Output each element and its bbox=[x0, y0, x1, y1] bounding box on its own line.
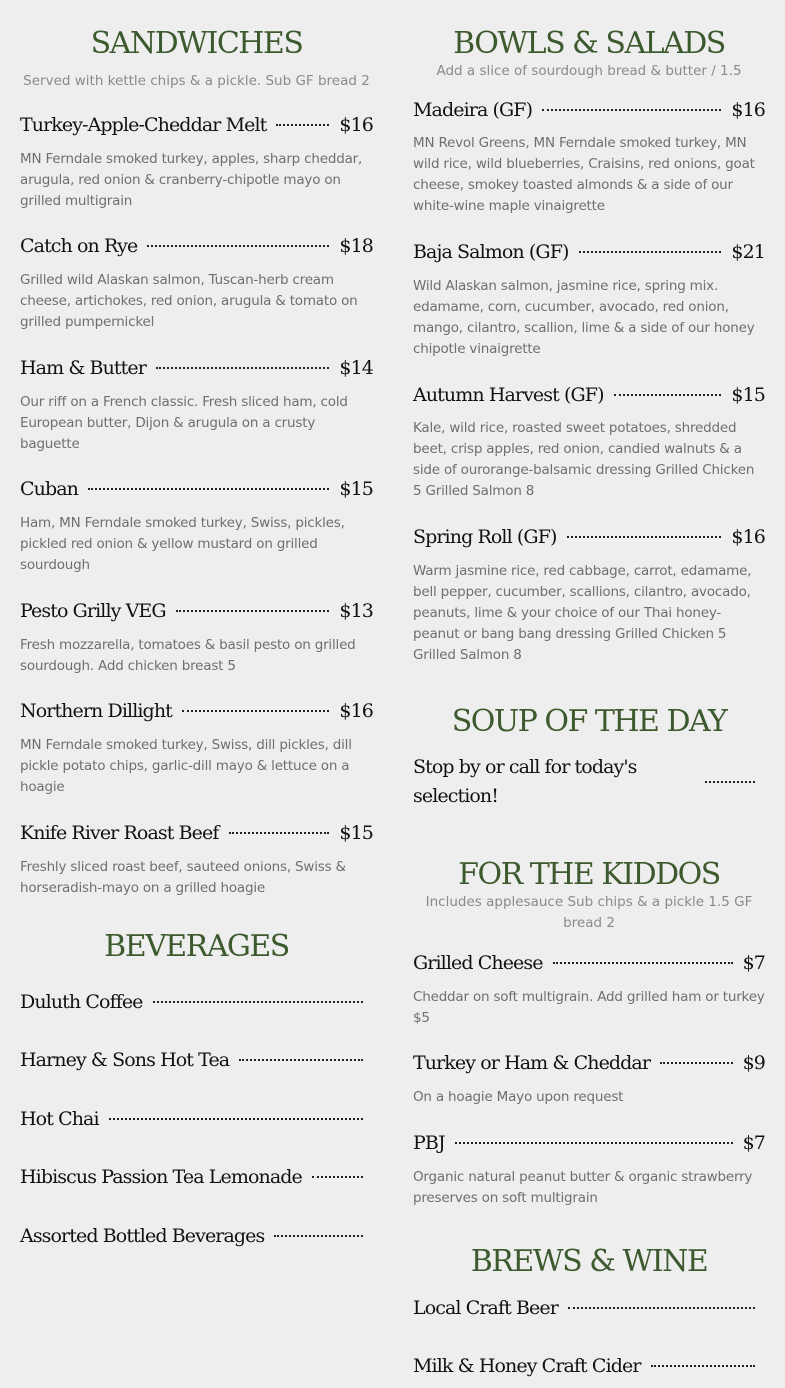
item-name: Duluth Coffee bbox=[20, 991, 143, 1013]
menu-item-autumn-harvest bbox=[413, 383, 765, 502]
leader-dots bbox=[553, 962, 733, 964]
item-description: MN Ferndale smoked turkey, Swiss, dill pickles, dill pickle potato chips, garlic-dill mayo & lettuce on a hoagie bbox=[20, 737, 352, 795]
soup-title: SOUP OF THE DAY bbox=[451, 704, 727, 739]
leader-dots bbox=[614, 394, 722, 396]
item-name: Knife River Roast Beef bbox=[20, 822, 219, 844]
menu-item-pbj bbox=[413, 1131, 765, 1209]
item-name: Cuban bbox=[20, 478, 79, 500]
beverage-item bbox=[20, 1107, 363, 1131]
leader-dots bbox=[109, 1118, 363, 1120]
menu-item-northern-dillight bbox=[20, 699, 373, 798]
item-price: $13 bbox=[339, 600, 373, 622]
item-name: Catch on Rye bbox=[20, 235, 138, 257]
item-price: $7 bbox=[742, 1132, 765, 1154]
item-name: Baja Salmon (GF) bbox=[413, 241, 569, 263]
leader-dots bbox=[276, 124, 329, 126]
item-price: $14 bbox=[339, 357, 373, 379]
item-name: Local Craft Beer bbox=[413, 1297, 558, 1319]
item-price: $7 bbox=[742, 952, 765, 974]
item-price: $16 bbox=[731, 526, 765, 548]
item-name: Pesto Grilly VEG bbox=[20, 600, 166, 622]
item-name: Madeira (GF) bbox=[413, 99, 533, 121]
item-name: Assorted Bottled Beverages bbox=[20, 1225, 265, 1247]
item-name: Milk & Honey Craft Cider bbox=[413, 1355, 641, 1377]
item-description: MN Ferndale smoked turkey, apples, sharp cheddar, arugula, red onion & cranberry-chipotle mayo on grilled multigrain bbox=[20, 151, 363, 209]
leader-dots bbox=[156, 367, 330, 369]
leader-dots bbox=[651, 1365, 755, 1367]
bowls-subtitle: Add a slice of sourdough bread & butter / 1.5 bbox=[436, 63, 742, 79]
menu-item-pesto-grilly-veg bbox=[20, 599, 373, 677]
leader-dots bbox=[153, 1001, 363, 1003]
menu-item-baja-salmon bbox=[413, 240, 765, 360]
menu-item-spring-roll bbox=[413, 525, 765, 666]
leader-dots bbox=[88, 488, 329, 490]
menu-item-grilled-cheese bbox=[413, 951, 765, 1029]
item-name: Turkey-Apple-Cheddar Melt bbox=[20, 114, 267, 136]
leader-dots bbox=[542, 109, 721, 111]
item-description: Warm jasmine rice, red cabbage, carrot, edamame, bell pepper, cucumber, scallions, cilantro, avocado, peanuts, lime & your choice of our Thai honey-peanut or bang bang dressing Grilled Chicken 5 Grilled Salmon 8 bbox=[413, 563, 752, 663]
item-description: Ham, MN Ferndale smoked turkey, Swiss, pickles, pickled red onion & yellow mustard on grilled sourdough bbox=[20, 515, 345, 573]
item-description: Cheddar on soft multigrain. Add grilled ham or turkey $5 bbox=[413, 989, 765, 1026]
item-description: Kale, wild rice, roasted sweet potatoes, shredded beet, crisp apples, red onion, candied walnuts & a side of ourorange-balsamic dressing Grilled Chicken 5 Grilled Salmon 8 bbox=[413, 420, 755, 499]
beverage-item bbox=[20, 1165, 363, 1189]
item-description: MN Revol Greens, MN Ferndale smoked turkey, MN wild rice, wild blueberries, Craisins, red onions, goat cheese, smokey toasted almonds & a side of our white-wine maple vinaigrette bbox=[413, 135, 755, 214]
menu-item-catch-on-rye bbox=[20, 234, 373, 333]
beverage-item bbox=[20, 990, 363, 1014]
item-price: $15 bbox=[339, 822, 373, 844]
leader-dots bbox=[147, 245, 329, 247]
item-name: Northern Dillight bbox=[20, 700, 172, 722]
item-price: $16 bbox=[339, 700, 373, 722]
leader-dots bbox=[567, 536, 722, 538]
beverages-title: BEVERAGES bbox=[104, 929, 289, 964]
menu-item-madeira bbox=[413, 98, 765, 217]
item-name: Ham & Butter bbox=[20, 357, 146, 379]
brew-item bbox=[413, 1296, 755, 1320]
item-name: Grilled Cheese bbox=[413, 952, 543, 974]
item-price: $21 bbox=[731, 241, 765, 263]
leader-dots bbox=[705, 781, 755, 783]
leader-dots bbox=[274, 1235, 363, 1237]
left-column bbox=[20, 0, 373, 1388]
item-description: On a hoagie Mayo upon request bbox=[413, 1089, 624, 1105]
item-description: Our riff on a French classic. Fresh sliced ham, cold European butter, Dijon & arugula on a crusty baguette bbox=[20, 394, 348, 452]
sandwiches-title: SANDWICHES bbox=[90, 26, 303, 61]
right-column bbox=[413, 0, 765, 1388]
bowls-title: BOWLS & SALADS bbox=[453, 26, 725, 61]
menu-item-knife-river-roast-beef bbox=[20, 821, 373, 899]
soup-text: Stop by or call for today's selection! bbox=[413, 756, 637, 807]
leader-dots bbox=[229, 832, 330, 834]
leader-dots bbox=[660, 1062, 733, 1064]
sandwiches-subtitle: Served with kettle chips & a pickle. Sub GF bread 2 bbox=[23, 73, 370, 89]
item-price: $16 bbox=[731, 99, 765, 121]
leader-dots bbox=[176, 610, 330, 612]
leader-dots bbox=[182, 710, 330, 712]
leader-dots bbox=[312, 1176, 363, 1178]
beverage-item bbox=[20, 1224, 363, 1248]
item-description: Organic natural peanut butter & organic strawberry preserves on soft multigrain bbox=[413, 1169, 753, 1206]
item-price: $9 bbox=[742, 1052, 765, 1074]
brew-item bbox=[413, 1354, 755, 1378]
leader-dots bbox=[455, 1142, 733, 1144]
item-name: Autumn Harvest (GF) bbox=[413, 384, 604, 406]
item-description: Grilled wild Alaskan salmon, Tuscan-herb cream cheese, artichokes, red onion, arugula & tomato on grilled pumpernickel bbox=[20, 272, 358, 330]
item-price: $15 bbox=[339, 478, 373, 500]
item-description: Freshly sliced roast beef, sauteed onions, Swiss & horseradish-mayo on a grilled hoagie bbox=[20, 859, 346, 896]
leader-dots bbox=[579, 251, 722, 253]
item-price: $16 bbox=[339, 114, 373, 136]
menu-item-cuban bbox=[20, 477, 373, 576]
item-name: Hot Chai bbox=[20, 1108, 99, 1130]
item-name: PBJ bbox=[413, 1132, 445, 1154]
item-name: Harney & Sons Hot Tea bbox=[20, 1049, 230, 1071]
item-name: Spring Roll (GF) bbox=[413, 526, 557, 548]
item-description: Fresh mozzarella, tomatoes & basil pesto on grilled sourdough. Add chicken breast 5 bbox=[20, 637, 356, 674]
menu-item-turkey-or-ham-cheddar bbox=[413, 1051, 765, 1108]
menu-item-ham-and-butter bbox=[20, 356, 373, 455]
item-name: Hibiscus Passion Tea Lemonade bbox=[20, 1166, 302, 1188]
item-price: $18 bbox=[339, 235, 373, 257]
leader-dots bbox=[568, 1307, 755, 1309]
item-price: $15 bbox=[731, 384, 765, 406]
item-name: Turkey or Ham & Cheddar bbox=[413, 1052, 651, 1074]
brews-title: BREWS & WINE bbox=[470, 1244, 708, 1279]
kiddos-subtitle: Includes applesauce Sub chips & a pickle 1.5 GF bread 2 bbox=[425, 894, 753, 931]
item-description: Wild Alaskan salmon, jasmine rice, spring mix. edamame, corn, cucumber, avocado, red onion, mango, cilantro, scallion, lime & a side of our honey chipotle vinaigrette bbox=[413, 278, 755, 357]
soup-item bbox=[413, 753, 765, 811]
leader-dots bbox=[239, 1059, 363, 1061]
beverage-item bbox=[20, 1048, 363, 1072]
menu-item-turkey-apple-cheddar-melt bbox=[20, 113, 373, 212]
kiddos-title: FOR THE KIDDOS bbox=[458, 857, 720, 892]
